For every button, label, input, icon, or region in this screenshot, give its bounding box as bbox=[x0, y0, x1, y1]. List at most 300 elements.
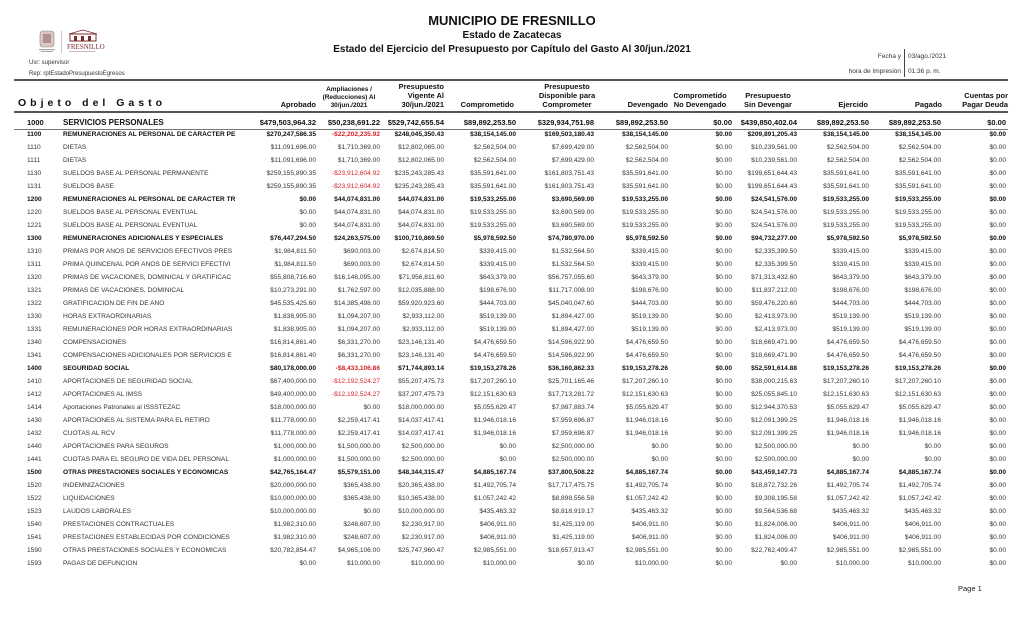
cell-sindev: $10,239,561.00 bbox=[751, 157, 797, 164]
cell-cta: $0.00 bbox=[989, 209, 1006, 216]
row-description: Aportaciones Patronales al ISSSTEZAC bbox=[63, 404, 181, 411]
row-code: 1523 bbox=[27, 508, 42, 515]
cell-aprobado: $0.00 bbox=[299, 209, 316, 216]
cell-amp: $1,094,207.00 bbox=[337, 313, 380, 320]
cell-amp: $4,965,106.00 bbox=[337, 547, 380, 554]
cell-sindev: $24,541,576.00 bbox=[751, 196, 797, 203]
cell-cta: $0.00 bbox=[989, 157, 1006, 164]
cell-comp: $643,379.00 bbox=[479, 274, 516, 281]
cell-cta: $0.00 bbox=[989, 352, 1006, 359]
cell-dev: $38,154,145.00 bbox=[622, 131, 668, 138]
cell-cta: $0.00 bbox=[989, 313, 1006, 320]
cell-pag: $519,139.00 bbox=[904, 313, 941, 320]
cell-vig: $12,802,065.00 bbox=[398, 144, 444, 151]
report-name: Rep: rptEstadoPresupuestoEgresos bbox=[29, 71, 125, 77]
cell-pag: $19,533,255.00 bbox=[895, 196, 941, 203]
cell-cnd: $0.00 bbox=[715, 521, 732, 528]
cell-comp: $19,533,255.00 bbox=[470, 209, 516, 216]
cell-pag: $1,946,018.16 bbox=[898, 417, 941, 424]
cell-aprobado: $1,000,000.00 bbox=[273, 456, 316, 463]
cell-ejer: $339,415.00 bbox=[832, 248, 869, 255]
cell-pag: $4,476,659.50 bbox=[898, 339, 941, 346]
cell-comp: $339,415.00 bbox=[479, 261, 516, 268]
cell-pag: $339,415.00 bbox=[904, 248, 941, 255]
cell-disp: $329,934,751.98 bbox=[537, 118, 594, 127]
cell-sindev: $2,413,973.00 bbox=[754, 313, 797, 320]
cell-cnd: $0.00 bbox=[715, 495, 732, 502]
cell-comp: $519,139.00 bbox=[479, 313, 516, 320]
cell-amp: $1,710,369.00 bbox=[337, 144, 380, 151]
cell-cnd: $0.00 bbox=[715, 365, 732, 372]
cell-ejer: $519,139.00 bbox=[832, 326, 869, 333]
table-row bbox=[0, 235, 1024, 248]
municipality-title: MUNICIPIO DE FRESNILLO bbox=[428, 13, 596, 28]
cell-disp: $25,701,165.46 bbox=[548, 378, 594, 385]
cell-amp: $10,000.00 bbox=[346, 560, 380, 567]
cell-ejer: $89,892,253.50 bbox=[816, 118, 869, 127]
cell-aprobado: $259,155,890.35 bbox=[266, 183, 316, 190]
cell-disp: $0.00 bbox=[577, 560, 594, 567]
cell-sindev: $24,541,576.00 bbox=[751, 222, 797, 229]
cell-cta: $0.00 bbox=[989, 287, 1006, 294]
table-row bbox=[0, 352, 1024, 365]
cell-amp: $1,094,207.00 bbox=[337, 326, 380, 333]
row-code: 1432 bbox=[27, 430, 42, 437]
cell-cnd: $0.00 bbox=[715, 274, 732, 281]
cell-comp: $2,562,504.00 bbox=[473, 144, 516, 151]
cell-comp: $10,000.00 bbox=[482, 560, 516, 567]
cell-aprobado: $18,000,000.00 bbox=[270, 404, 316, 411]
cell-cnd: $0.00 bbox=[715, 430, 732, 437]
cell-sindev: $9,308,195.58 bbox=[754, 495, 797, 502]
cell-sindev: $25,055,845.10 bbox=[751, 391, 797, 398]
cell-comp: $1,946,018.16 bbox=[473, 430, 516, 437]
cell-cnd: $0.00 bbox=[715, 157, 732, 164]
cell-cnd: $0.00 bbox=[715, 534, 732, 541]
row-description: LAUDOS LABORALES bbox=[63, 508, 132, 515]
cell-vig: $10,365,438.00 bbox=[398, 495, 444, 502]
cell-ejer: $1,492,705.74 bbox=[826, 482, 869, 489]
cell-disp: $2,500,000.00 bbox=[551, 443, 594, 450]
cell-aprobado: $1,982,310.00 bbox=[273, 534, 316, 541]
cell-vig: $71,744,893.14 bbox=[398, 365, 444, 372]
table-row bbox=[0, 482, 1024, 495]
cell-cta: $0.00 bbox=[989, 378, 1006, 385]
cell-ejer: $444,703.00 bbox=[832, 300, 869, 307]
row-code: 1000 bbox=[27, 118, 44, 127]
cell-dev: $19,533,255.00 bbox=[622, 209, 668, 216]
user-label: Usr: supervisor bbox=[29, 60, 70, 66]
cell-comp: $35,591,641.00 bbox=[470, 183, 516, 190]
row-description: SUELDOS BASE AL PERSONAL EVENTUAL bbox=[63, 222, 198, 229]
cell-cta: $0.00 bbox=[989, 417, 1006, 424]
cell-pag: $35,591,641.00 bbox=[895, 183, 941, 190]
row-description: SERVICIOS PERSONALES bbox=[63, 118, 164, 127]
cell-cnd: $0.00 bbox=[715, 170, 732, 177]
row-code: 1310 bbox=[27, 248, 42, 255]
cell-aprobado: $270,247,586.35 bbox=[266, 131, 316, 138]
cell-dev: $89,892,253.50 bbox=[615, 118, 668, 127]
cell-cnd: $0.00 bbox=[715, 287, 732, 294]
cell-vig: $100,710,869.50 bbox=[394, 235, 444, 242]
cell-dev: $19,533,255.00 bbox=[622, 222, 668, 229]
cell-pag: $2,562,504.00 bbox=[898, 144, 941, 151]
row-description: GRATIFICACIÓN DE FIN DE AÑO bbox=[63, 300, 165, 307]
cell-sindev: $2,500,000.00 bbox=[754, 443, 797, 450]
cell-vig: $71,956,811.60 bbox=[398, 274, 444, 281]
cell-dev: $5,055,629.47 bbox=[625, 404, 668, 411]
coat-of-arms-icon bbox=[39, 31, 55, 52]
cell-cta: $0.00 bbox=[989, 196, 1006, 203]
column-header-cuentas-por-pagar: Cuentas por Pagar Deuda bbox=[962, 91, 1008, 109]
column-header-vigente: Presupuesto Vigente Al 30/jun./2021 bbox=[398, 82, 444, 109]
cell-cta: $0.00 bbox=[989, 222, 1006, 229]
row-description: HORAS EXTRAORDINARIAS bbox=[63, 313, 152, 320]
cell-amp: $1,710,369.00 bbox=[337, 157, 380, 164]
cell-dev: $1,492,705.74 bbox=[625, 482, 668, 489]
cell-cnd: $0.00 bbox=[715, 313, 732, 320]
cell-cnd: $0.00 bbox=[715, 404, 732, 411]
cell-pag: $444,703.00 bbox=[904, 300, 941, 307]
cell-disp: $3,690,569.00 bbox=[551, 222, 594, 229]
cell-pag: $12,151,630.63 bbox=[895, 391, 941, 398]
cell-pag: $5,978,592.50 bbox=[898, 235, 941, 242]
cell-ejer: $435,463.32 bbox=[832, 508, 869, 515]
cell-aprobado: $42,765,164.47 bbox=[270, 469, 316, 476]
cell-cta: $0.00 bbox=[989, 365, 1006, 372]
cell-sindev: $52,591,614.88 bbox=[751, 365, 797, 372]
cell-aprobado: $0.00 bbox=[299, 196, 316, 203]
header-top-rule bbox=[14, 79, 1008, 81]
cell-sindev: $94,732,277.00 bbox=[751, 235, 797, 242]
cell-ejer: $4,476,659.50 bbox=[826, 339, 869, 346]
row-code: 1331 bbox=[27, 326, 42, 333]
table-row bbox=[0, 287, 1024, 300]
row-code: 1540 bbox=[27, 521, 42, 528]
row-description: REMUNERACIONES POR HORAS EXTRAORDINARIAS bbox=[63, 326, 233, 333]
row-description: APORTACIONES DE SEGURIDAD SOCIAL bbox=[63, 378, 193, 385]
fresnillo-logo bbox=[36, 28, 116, 56]
cell-comp: $4,476,659.50 bbox=[473, 352, 516, 359]
column-header-ampliaciones: Ampliaciones / (Reducciones) Al 30/jun./2021 bbox=[322, 86, 376, 109]
cell-pag: $519,139.00 bbox=[904, 326, 941, 333]
cell-disp: $7,699,429.00 bbox=[551, 157, 594, 164]
cell-pag: $0.00 bbox=[924, 443, 941, 450]
cell-vig: $14,037,417.41 bbox=[398, 417, 444, 424]
cell-vig: $10,000,000.00 bbox=[398, 508, 444, 515]
cell-disp: $56,757,055.60 bbox=[548, 274, 594, 281]
row-code: 1220 bbox=[27, 209, 42, 216]
cell-sindev: $0.00 bbox=[780, 560, 797, 567]
cell-disp: $161,803,751.43 bbox=[544, 183, 594, 190]
table-row bbox=[0, 144, 1024, 157]
cell-sindev: $12,091,399.25 bbox=[751, 430, 797, 437]
row-description: COMPENSACIONES bbox=[63, 339, 127, 346]
cell-ejer: $12,151,630.63 bbox=[823, 391, 869, 398]
cell-comp: $4,476,659.50 bbox=[473, 339, 516, 346]
cell-sindev: $18,669,471.90 bbox=[751, 339, 797, 346]
cell-vig: $10,000.00 bbox=[410, 560, 444, 567]
cell-dev: $5,978,592.50 bbox=[625, 235, 668, 242]
cell-sindev: $12,944,370.53 bbox=[751, 404, 797, 411]
row-code: 1590 bbox=[27, 547, 42, 554]
cell-cta: $0.00 bbox=[989, 391, 1006, 398]
cell-amp: $365,438.00 bbox=[343, 495, 380, 502]
cell-amp: $44,074,831.00 bbox=[334, 222, 380, 229]
cell-cnd: $0.00 bbox=[715, 131, 732, 138]
cell-pag: $4,476,659.50 bbox=[898, 352, 941, 359]
cell-aprobado: $11,091,696.00 bbox=[270, 144, 316, 151]
cell-aprobado: $1,000,000.00 bbox=[273, 443, 316, 450]
cell-amp: $690,003.00 bbox=[343, 248, 380, 255]
row-code: 1441 bbox=[27, 456, 42, 463]
column-header-sin-devengar: Presupuesto Sin Devengar bbox=[744, 91, 792, 109]
table-row bbox=[0, 560, 1024, 573]
table-row bbox=[0, 534, 1024, 547]
cell-pag: $339,415.00 bbox=[904, 261, 941, 268]
cell-aprobado: $0.00 bbox=[299, 222, 316, 229]
row-code: 1440 bbox=[27, 443, 42, 450]
cell-vig: $2,230,917.00 bbox=[401, 521, 444, 528]
table-row bbox=[0, 300, 1024, 313]
cell-vig: $12,802,065.00 bbox=[398, 157, 444, 164]
table-row bbox=[0, 365, 1024, 378]
cell-vig: $2,674,814.50 bbox=[401, 248, 444, 255]
cell-comp: $35,591,641.00 bbox=[470, 170, 516, 177]
cell-cnd: $0.00 bbox=[715, 248, 732, 255]
cell-sindev: $2,335,399.50 bbox=[754, 261, 797, 268]
cell-pag: $89,892,253.50 bbox=[888, 118, 941, 127]
cell-aprobado: $0.00 bbox=[299, 560, 316, 567]
row-code: 1130 bbox=[27, 170, 42, 177]
row-description: DIETAS bbox=[63, 144, 87, 151]
cell-amp: $365,438.00 bbox=[343, 482, 380, 489]
row-description: APORTACIONES PARA SEGUROS bbox=[63, 443, 169, 450]
cell-ejer: $0.00 bbox=[852, 443, 869, 450]
row-code: 1593 bbox=[27, 560, 42, 567]
cell-sindev: $71,313,432.60 bbox=[751, 274, 797, 281]
cell-ejer: $406,911.00 bbox=[832, 521, 869, 528]
cell-comp: $5,978,592.50 bbox=[473, 235, 516, 242]
cell-pag: $2,985,551.00 bbox=[898, 547, 941, 554]
page-number: Page 1 bbox=[958, 584, 982, 593]
cell-disp: $37,800,508.22 bbox=[548, 469, 594, 476]
row-code: 1110 bbox=[27, 144, 41, 151]
cell-pag: $17,207,260.10 bbox=[895, 378, 941, 385]
cell-comp: $19,533,255.00 bbox=[470, 196, 516, 203]
cell-comp: $406,911.00 bbox=[479, 521, 516, 528]
print-time-label: hora de Impresión bbox=[848, 68, 901, 75]
cell-sindev: $43,459,147.73 bbox=[751, 469, 797, 476]
row-description: SEGURIDAD SOCIAL bbox=[63, 365, 130, 372]
cell-aprobado: $55,808,716.60 bbox=[270, 274, 316, 281]
table-row bbox=[0, 183, 1024, 196]
cell-amp: -$22,202,235.92 bbox=[331, 131, 380, 138]
cell-vig: $44,074,831.00 bbox=[398, 196, 444, 203]
cell-cnd: $0.00 bbox=[715, 482, 732, 489]
table-row bbox=[0, 391, 1024, 404]
cell-sindev: $59,476,220.60 bbox=[751, 300, 797, 307]
cell-dev: $35,591,641.00 bbox=[622, 170, 668, 177]
cell-dev: $35,591,641.00 bbox=[622, 183, 668, 190]
cell-vig: $529,742,655.54 bbox=[387, 118, 444, 127]
cell-dev: $406,911.00 bbox=[631, 521, 668, 528]
cell-sindev: $2,335,399.50 bbox=[754, 248, 797, 255]
total-row-rule bbox=[14, 129, 1008, 130]
cell-dev: $519,139.00 bbox=[631, 313, 668, 320]
cell-cnd: $0.00 bbox=[715, 209, 732, 216]
cell-aprobado: $49,400,000.00 bbox=[270, 391, 316, 398]
cell-dev: $643,379.00 bbox=[631, 274, 668, 281]
table-row bbox=[0, 326, 1024, 339]
cell-disp: $45,040,047.60 bbox=[548, 300, 594, 307]
cell-dev: $4,476,659.50 bbox=[625, 339, 668, 346]
cell-amp: $44,074,831.00 bbox=[334, 209, 380, 216]
cell-amp: $2,259,417.41 bbox=[337, 417, 380, 424]
cell-ejer: $0.00 bbox=[852, 456, 869, 463]
cell-amp: $690,003.00 bbox=[343, 261, 380, 268]
cell-vig: $37,207,475.73 bbox=[398, 391, 444, 398]
cell-pag: $0.00 bbox=[924, 456, 941, 463]
table-row bbox=[0, 339, 1024, 352]
cell-cta: $0.00 bbox=[989, 339, 1006, 346]
row-description: DIETAS bbox=[63, 157, 87, 164]
cell-disp: $11,717,008.00 bbox=[548, 287, 594, 294]
column-header-disponible: Presupuesto Disponible para Comprometer bbox=[538, 82, 596, 109]
cell-disp: $1,894,427.00 bbox=[551, 313, 594, 320]
cell-comp: $0.00 bbox=[499, 456, 516, 463]
cell-sindev: $1,824,006.00 bbox=[754, 521, 797, 528]
cell-disp: $1,532,564.50 bbox=[551, 261, 594, 268]
row-description: SUELDOS BASE AL PERSONAL EVENTUAL bbox=[63, 209, 198, 216]
cell-amp: -$8,433,106.86 bbox=[335, 365, 380, 372]
cell-amp: $6,331,270.00 bbox=[337, 339, 380, 346]
cell-ejer: $1,057,242.42 bbox=[826, 495, 869, 502]
cell-cta: $0.00 bbox=[989, 183, 1006, 190]
table-row bbox=[0, 196, 1024, 209]
cell-ejer: $4,885,167.74 bbox=[826, 469, 869, 476]
row-code: 1400 bbox=[27, 365, 42, 372]
cell-cta: $0.00 bbox=[989, 547, 1006, 554]
cell-aprobado: $16,814,861.40 bbox=[270, 339, 316, 346]
cell-vig: $2,674,814.50 bbox=[401, 261, 444, 268]
row-description: OTRAS PRESTACIONES SOCIALES Y ECONÓMICAS bbox=[63, 469, 229, 476]
cell-pag: $19,533,255.00 bbox=[895, 209, 941, 216]
row-description: APORTACIONES AL SISTEMA PARA EL RETIRO bbox=[63, 417, 210, 424]
cell-aprobado: $20,782,854.47 bbox=[270, 547, 316, 554]
cell-disp: $8,898,556.58 bbox=[551, 495, 594, 502]
cell-ejer: $19,533,255.00 bbox=[823, 209, 869, 216]
cell-disp: $1,894,427.00 bbox=[551, 326, 594, 333]
cell-vig: $235,243,285.43 bbox=[394, 183, 444, 190]
cell-amp: $44,074,831.00 bbox=[334, 196, 380, 203]
report-title: Estado del Ejercicio del Presupuesto por Capítulo del Gasto Al 30/jun./2021 bbox=[333, 44, 691, 55]
cell-sindev: $1,824,006.00 bbox=[754, 534, 797, 541]
cell-ejer: $4,476,659.50 bbox=[826, 352, 869, 359]
cell-cnd: $0.00 bbox=[715, 339, 732, 346]
cell-comp: $519,139.00 bbox=[479, 326, 516, 333]
cell-sindev: $2,413,973.00 bbox=[754, 326, 797, 333]
row-description: CUOTAS AL RCV bbox=[63, 430, 116, 437]
cell-disp: $7,959,696.87 bbox=[551, 417, 594, 424]
table-row bbox=[0, 521, 1024, 534]
cell-comp: $1,946,018.16 bbox=[473, 417, 516, 424]
column-header-ejercido: Ejercido bbox=[838, 100, 868, 109]
row-code: 1300 bbox=[27, 235, 42, 242]
state-subtitle: Estado de Zacatecas bbox=[462, 30, 562, 41]
cell-disp: $7,987,883.74 bbox=[551, 404, 594, 411]
table-row bbox=[0, 378, 1024, 391]
cell-disp: $17,713,281.72 bbox=[548, 391, 594, 398]
cell-sindev: $18,872,732.26 bbox=[751, 482, 797, 489]
cell-disp: $8,818,919.17 bbox=[551, 508, 594, 515]
table-row bbox=[0, 469, 1024, 482]
cell-disp: $74,780,970.00 bbox=[548, 235, 594, 242]
cell-sindev: $199,651,644.43 bbox=[747, 170, 797, 177]
cell-dev: $0.00 bbox=[651, 456, 668, 463]
cell-vig: $12,035,888.00 bbox=[398, 287, 444, 294]
cell-vig: $48,344,315.47 bbox=[398, 469, 444, 476]
cell-amp: $24,263,575.00 bbox=[334, 235, 380, 242]
cell-aprobado: $16,814,861.40 bbox=[270, 352, 316, 359]
table-row bbox=[0, 274, 1024, 287]
cell-aprobado: $1,838,905.00 bbox=[273, 326, 316, 333]
cell-amp: $1,762,597.00 bbox=[337, 287, 380, 294]
svg-text:FRESNILLO: FRESNILLO bbox=[67, 43, 105, 51]
cell-pag: $1,057,242.42 bbox=[898, 495, 941, 502]
row-description: PAGAS DE DEFUNCIÓN bbox=[63, 560, 138, 567]
cell-pag: $5,055,629.47 bbox=[898, 404, 941, 411]
cell-dev: $198,676.00 bbox=[631, 287, 668, 294]
cell-aprobado: $80,178,000.00 bbox=[270, 365, 316, 372]
cell-pag: $198,676.00 bbox=[904, 287, 941, 294]
cell-amp: $16,148,095.00 bbox=[334, 274, 380, 281]
cell-cta: $0.00 bbox=[989, 430, 1006, 437]
cell-dev: $444,703.00 bbox=[631, 300, 668, 307]
cell-comp: $2,985,551.00 bbox=[473, 547, 516, 554]
cell-comp: $1,492,705.74 bbox=[473, 482, 516, 489]
cell-vig: $23,146,131.40 bbox=[398, 352, 444, 359]
cell-ejer: $643,379.00 bbox=[832, 274, 869, 281]
cell-pag: $643,379.00 bbox=[904, 274, 941, 281]
cell-dev: $10,000.00 bbox=[634, 560, 668, 567]
cell-ejer: $19,533,255.00 bbox=[823, 222, 869, 229]
cell-sindev: $2,500,000.00 bbox=[754, 456, 797, 463]
column-header-comprometido: Comprometido bbox=[460, 100, 514, 109]
cell-amp: $2,259,417.41 bbox=[337, 430, 380, 437]
cell-ejer: $19,153,278.26 bbox=[823, 365, 869, 372]
cell-dev: $12,151,630.63 bbox=[622, 391, 668, 398]
cell-cnd: $0.00 bbox=[715, 352, 732, 359]
cell-dev: $435,463.32 bbox=[631, 508, 668, 515]
cell-pag: $406,911.00 bbox=[904, 534, 941, 541]
cell-dev: $519,139.00 bbox=[631, 326, 668, 333]
cell-comp: $38,154,145.00 bbox=[470, 131, 516, 138]
cell-pag: $2,562,504.00 bbox=[898, 157, 941, 164]
cell-comp: $444,703.00 bbox=[479, 300, 516, 307]
cell-cta: $0.00 bbox=[989, 469, 1006, 476]
cell-dev: $0.00 bbox=[651, 443, 668, 450]
cell-cta: $0.00 bbox=[989, 326, 1006, 333]
table-row bbox=[0, 417, 1024, 430]
cell-cta: $0.00 bbox=[989, 248, 1006, 255]
cell-amp: $6,331,270.00 bbox=[337, 352, 380, 359]
row-code: 1100 bbox=[27, 131, 42, 138]
row-code: 1541 bbox=[27, 534, 42, 541]
cell-sindev: $10,239,561.00 bbox=[751, 144, 797, 151]
row-code: 1322 bbox=[27, 300, 42, 307]
cell-ejer: $339,415.00 bbox=[832, 261, 869, 268]
